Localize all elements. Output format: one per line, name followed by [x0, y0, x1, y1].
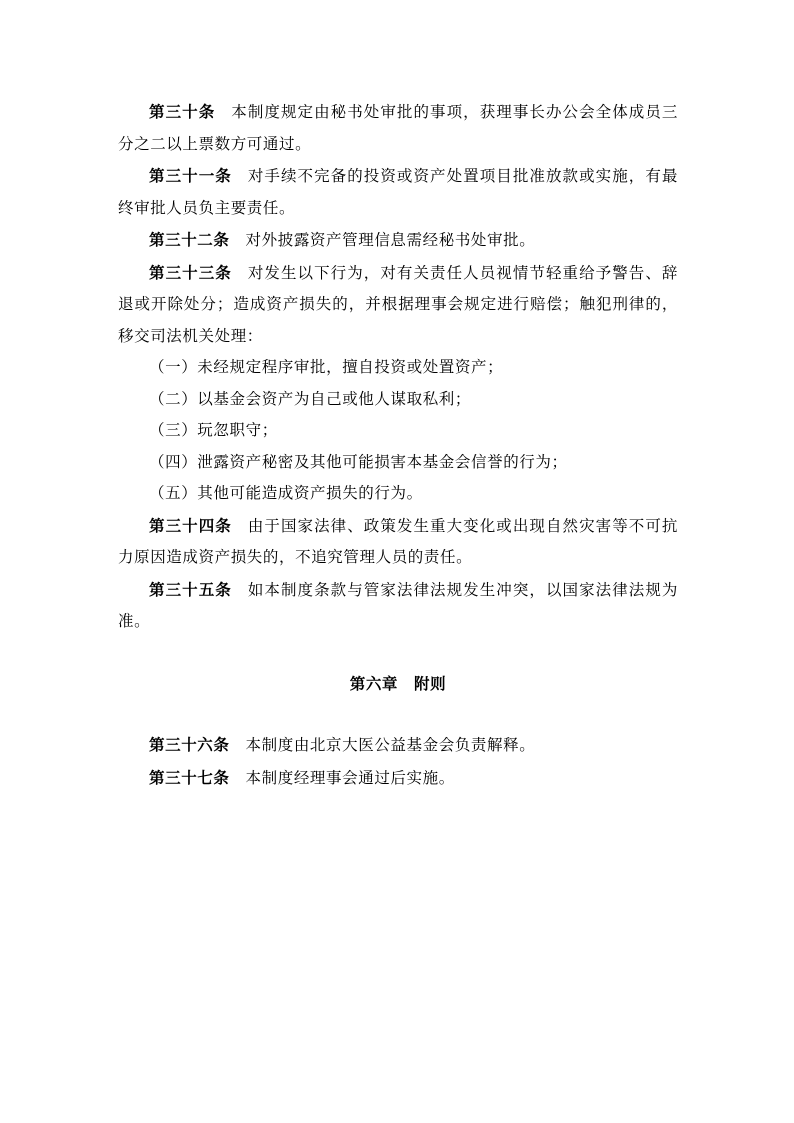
document-page — [118, 96, 678, 794]
article-34 — [118, 510, 678, 574]
article-text: 对手续不完备的投资或资产处置项目批准放款或实施，有最终审批人员负主要责任。 — [118, 167, 678, 217]
article-text: 由于国家法律、政策发生重大变化或出现自然灾害等不可抗力原因造成资产损失的，不追究管理人员的责任。 — [118, 516, 678, 566]
chapter-title: 附则 — [414, 673, 447, 693]
article-label: 第三十二条 — [149, 230, 230, 249]
article-text: 本制度由北京大医公益基金会负责解释。 — [245, 736, 536, 754]
article-text: 对外披露资产管理信息需经秘书处审批。 — [245, 231, 536, 249]
article-label: 第三十一条 — [149, 166, 232, 185]
article-31 — [118, 160, 678, 224]
article-text: 本制度经理事会通过后实施。 — [245, 768, 455, 787]
list-item-2: （二）以基金会资产为自己或他人谋取私利； — [149, 389, 472, 408]
article-text: 本制度规定由秘书处审批的事项，获理事长办公会全体成员三分之二以上票数方可通过。 — [118, 103, 679, 153]
chapter-number: 第六章 — [349, 673, 399, 693]
article-35 — [118, 574, 678, 638]
article-label: 第三十七条 — [149, 767, 230, 787]
article-label: 第三十五条 — [149, 579, 232, 599]
article-32 — [118, 224, 678, 257]
article-30 — [118, 96, 678, 160]
chapter-heading — [118, 668, 678, 700]
list-item-1: （一）未经规定程序审批，擅自投资或处置资产； — [149, 358, 504, 376]
article-37 — [118, 762, 678, 795]
article-label: 第三十条 — [149, 102, 216, 121]
article-label: 第三十三条 — [149, 262, 232, 282]
article-label: 第三十六条 — [149, 735, 230, 754]
list-item-5: （五）其他可能造成资产损失的行为。 — [149, 484, 423, 502]
article-33 — [118, 257, 678, 353]
list-item-3: （三）玩忽职守； — [149, 421, 278, 439]
article-text: 对发生以下行为，对有关责任人员视情节轻重给予警告、辞退或开除处分；造成资产损失的，并根据理事会规定进行赔偿；触犯刑律的，移交司法机关处理： — [118, 263, 678, 345]
article-label: 第三十四条 — [149, 515, 232, 535]
article-text: 如本制度条款与管家法律法规发生冲突，以国家法律法规为准。 — [118, 580, 678, 630]
list-item-4: （四）泄露资产秘密及其他可能损害本基金会信誉的行为； — [149, 452, 568, 471]
article-36 — [118, 729, 678, 762]
